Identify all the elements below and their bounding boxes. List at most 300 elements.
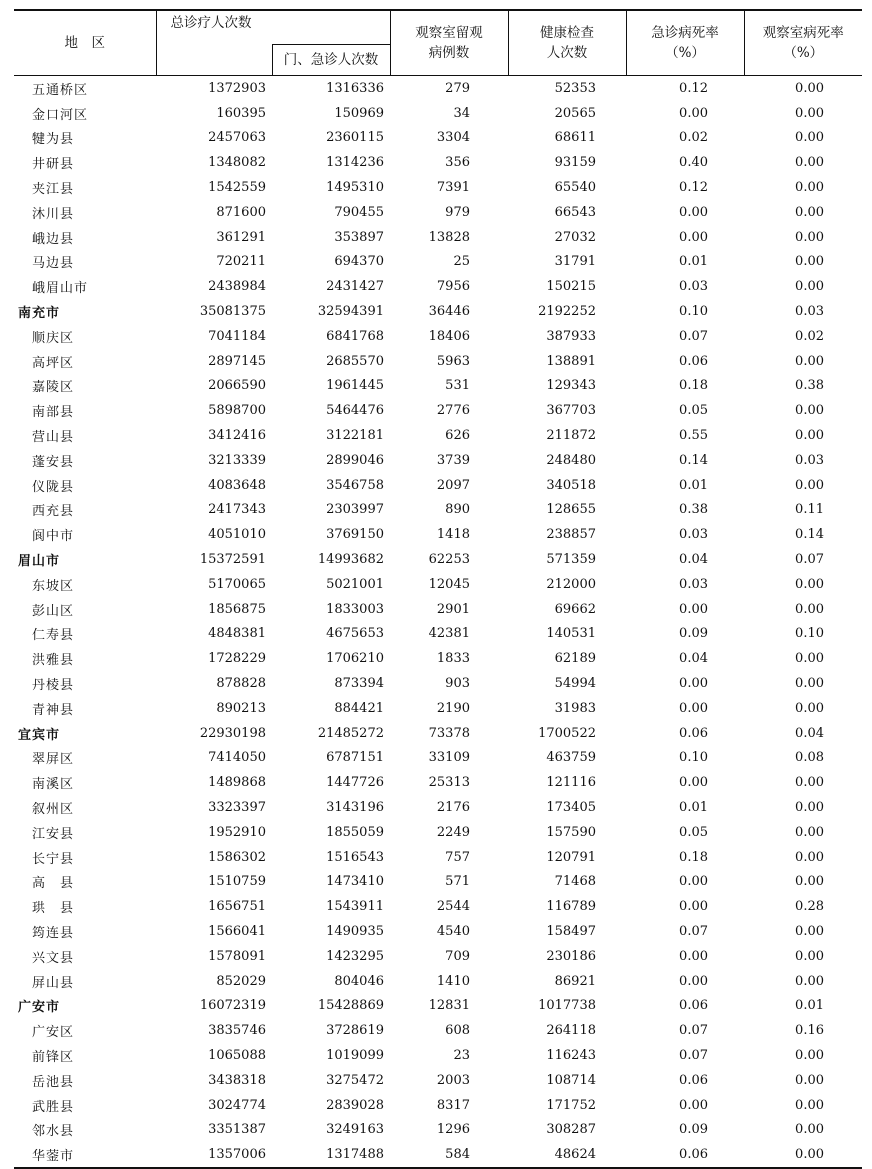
emergency-mortality-cell: 0.06 <box>679 353 708 369</box>
health-checkups-cell: 129343 <box>546 378 596 394</box>
total-visits-cell: 35081375 <box>199 304 266 320</box>
observation-cases-cell: 356 <box>445 155 470 171</box>
region-cell: 沐川县 <box>32 206 75 222</box>
emergency-mortality-cell: 0.00 <box>679 601 708 617</box>
outpatient-emergency-cell: 1317488 <box>272 1142 390 1168</box>
total-visits-cell: 7041184 <box>208 328 266 344</box>
total-visits-cell: 3438318 <box>208 1072 266 1088</box>
outpatient-emergency-cell: 1495310 <box>326 180 384 196</box>
health-checkups-cell: 65540 <box>554 180 596 196</box>
emergency-mortality-cell: 0.00 <box>679 775 708 791</box>
total-visits-cell: 1489868 <box>208 775 266 791</box>
observation-cases-cell: 23 <box>453 1047 470 1063</box>
region-cell: 华蓥市 <box>14 1142 156 1168</box>
outpatient-emergency-cell: 884421 <box>334 700 384 716</box>
region-cell: 屏山县 <box>32 975 75 991</box>
observation-mortality-cell: 0.00 <box>795 180 824 196</box>
region-cell: 兴文县 <box>32 950 75 966</box>
observation-cases-cell: 12831 <box>428 998 470 1014</box>
observation-cases-cell: 3304 <box>436 130 470 146</box>
health-checkups-cell: 2192252 <box>538 304 596 320</box>
header-health-checkups-text: 健康检查 人次数 <box>540 25 594 61</box>
health-checkups-cell: 54994 <box>554 676 596 692</box>
table-row <box>14 746 862 771</box>
table-row <box>14 76 862 101</box>
outpatient-emergency-cell: 694370 <box>334 254 384 270</box>
header-region: 地 区 <box>14 10 156 76</box>
outpatient-emergency-cell: 1706210 <box>326 651 384 667</box>
header-health-checkups <box>508 10 626 76</box>
region-cell: 顺庆区 <box>32 330 75 346</box>
emergency-mortality-cell: 0.09 <box>679 1122 708 1138</box>
observation-cases-cell: 2190 <box>436 700 470 716</box>
observation-cases-cell: 42381 <box>428 626 470 642</box>
observation-cases-cell: 4540 <box>436 923 470 939</box>
table-row <box>14 969 862 994</box>
observation-mortality-cell: 0.00 <box>795 923 824 939</box>
emergency-mortality-cell: 0.06 <box>626 1142 744 1168</box>
region-cell: 犍为县 <box>32 132 75 148</box>
observation-mortality-cell: 0.00 <box>795 204 824 220</box>
observation-cases-cell: 7391 <box>436 180 470 196</box>
outpatient-emergency-cell: 3769150 <box>326 527 384 543</box>
observation-mortality-cell: 0.00 <box>795 948 824 964</box>
total-visits-cell: 1856875 <box>208 601 266 617</box>
city-total-row <box>14 299 862 324</box>
region-cell: 邻水县 <box>32 1124 75 1140</box>
emergency-mortality-cell: 0.05 <box>679 824 708 840</box>
city-total-row <box>14 993 862 1018</box>
total-visits-cell: 22930198 <box>199 725 266 741</box>
observation-mortality-cell: 0.00 <box>795 651 824 667</box>
total-visits-cell: 1065088 <box>208 1047 266 1063</box>
emergency-mortality-cell: 0.00 <box>679 105 708 121</box>
observation-mortality-cell: 0.03 <box>795 304 824 320</box>
emergency-mortality-cell: 0.01 <box>679 477 708 493</box>
observation-cases-cell: 757 <box>445 849 470 865</box>
observation-cases-cell: 1418 <box>436 527 470 543</box>
region-cell: 筠连县 <box>32 925 75 941</box>
health-checkups-cell: 230186 <box>546 948 596 964</box>
table-row <box>14 498 862 523</box>
observation-mortality-cell: 0.00 <box>795 1072 824 1088</box>
outpatient-emergency-cell: 804046 <box>334 973 384 989</box>
health-checkups-cell: 171752 <box>546 1097 596 1113</box>
total-visits-cell: 5898700 <box>208 403 266 419</box>
region-cell: 阆中市 <box>32 529 75 545</box>
total-visits-cell: 871600 <box>216 204 266 220</box>
observation-cases-cell: 626 <box>445 428 470 444</box>
observation-cases-cell: 279 <box>445 80 470 96</box>
table-row <box>14 1117 862 1142</box>
emergency-mortality-cell: 0.06 <box>679 1072 708 1088</box>
observation-cases-cell: 2003 <box>436 1072 470 1088</box>
health-checkups-cell: 86921 <box>554 973 596 989</box>
region-cell: 丹棱县 <box>32 678 75 694</box>
emergency-mortality-cell: 0.07 <box>679 328 708 344</box>
health-checkups-cell: 248480 <box>546 452 596 468</box>
table-row <box>14 919 862 944</box>
outpatient-emergency-cell: 2685570 <box>326 353 384 369</box>
health-checkups-cell: 120791 <box>546 849 596 865</box>
health-checkups-cell: 212000 <box>546 576 596 592</box>
outpatient-emergency-cell: 2431427 <box>326 279 384 295</box>
observation-cases-cell: 13828 <box>428 229 470 245</box>
health-checkups-cell: 387933 <box>546 328 596 344</box>
observation-mortality-cell: 0.00 <box>744 1142 862 1168</box>
observation-cases-cell: 2176 <box>436 800 470 815</box>
emergency-mortality-cell: 0.10 <box>679 750 708 766</box>
region-cell: 营山县 <box>32 430 75 446</box>
emergency-mortality-cell: 0.40 <box>679 155 708 171</box>
region-cell: 仪陇县 <box>32 479 75 495</box>
outpatient-emergency-cell: 32594391 <box>317 304 384 320</box>
outpatient-emergency-cell: 353897 <box>334 229 384 245</box>
emergency-mortality-cell: 0.09 <box>679 626 708 642</box>
health-checkups-cell: 20565 <box>554 105 596 121</box>
region-cell: 长宁县 <box>32 851 75 867</box>
observation-mortality-cell: 0.00 <box>795 576 824 592</box>
observation-mortality-cell: 0.00 <box>795 353 824 369</box>
total-visits-cell: 1728229 <box>208 651 266 667</box>
outpatient-emergency-cell: 150969 <box>334 105 384 121</box>
table-row <box>14 572 862 597</box>
observation-mortality-cell: 0.14 <box>795 527 824 543</box>
total-visits-cell: 5170065 <box>208 576 266 592</box>
table-row <box>14 324 862 349</box>
observation-mortality-cell: 0.00 <box>795 229 824 245</box>
observation-cases-cell: 1410 <box>436 973 470 989</box>
table-row <box>14 448 862 473</box>
emergency-mortality-cell: 0.00 <box>679 700 708 716</box>
total-visits-cell: 2066590 <box>208 378 266 394</box>
health-checkups-cell: 108714 <box>546 1072 596 1088</box>
emergency-mortality-cell: 0.10 <box>679 304 708 320</box>
region-cell: 夹江县 <box>32 182 75 198</box>
emergency-mortality-cell: 0.00 <box>679 948 708 964</box>
emergency-mortality-cell: 0.00 <box>679 204 708 220</box>
region-cell: 广安市 <box>18 1000 61 1016</box>
observation-mortality-cell: 0.02 <box>795 328 824 344</box>
emergency-mortality-cell: 0.03 <box>679 279 708 295</box>
observation-mortality-cell: 0.00 <box>795 1097 824 1113</box>
total-visits-cell: 2457063 <box>208 130 266 146</box>
observation-cases-cell: 2249 <box>436 824 470 840</box>
table-row <box>14 473 862 498</box>
region-cell: 南部县 <box>32 405 75 421</box>
table-row <box>14 1018 862 1043</box>
region-cell: 岳池县 <box>32 1074 75 1090</box>
table-row <box>14 522 862 547</box>
health-checkups-cell: 367703 <box>546 403 596 419</box>
observation-mortality-cell: 0.00 <box>795 1047 824 1063</box>
outpatient-emergency-cell: 2360115 <box>326 130 384 146</box>
table-row <box>14 1142 862 1168</box>
emergency-mortality-cell: 0.12 <box>679 180 708 196</box>
header-total-spacer <box>156 45 272 76</box>
observation-cases-cell: 8317 <box>436 1097 470 1113</box>
health-checkups-cell: 463759 <box>546 750 596 766</box>
emergency-mortality-cell: 0.18 <box>679 378 708 394</box>
observation-cases-cell: 903 <box>445 676 470 692</box>
total-visits-cell: 1566041 <box>208 923 266 939</box>
observation-mortality-cell: 0.00 <box>795 973 824 989</box>
region-cell: 高坪区 <box>32 355 75 371</box>
outpatient-emergency-cell: 1019099 <box>326 1047 384 1063</box>
header-observation-mortality-text: 观察室病死率 （%） <box>762 25 844 61</box>
emergency-mortality-cell: 0.00 <box>679 973 708 989</box>
table-row <box>14 101 862 126</box>
outpatient-emergency-cell: 15428869 <box>317 998 384 1014</box>
region-cell: 青神县 <box>32 702 75 718</box>
observation-cases-cell: 25 <box>453 254 470 270</box>
health-checkups-cell: 69662 <box>554 601 596 617</box>
table-row <box>14 349 862 374</box>
outpatient-emergency-cell: 1543911 <box>326 899 384 915</box>
table-row <box>14 250 862 275</box>
region-cell: 五通桥区 <box>32 82 89 98</box>
region-cell: 眉山市 <box>18 554 61 570</box>
total-visits-cell: 7414050 <box>208 750 266 766</box>
city-total-row <box>14 547 862 572</box>
observation-mortality-cell: 0.00 <box>795 601 824 617</box>
observation-cases-cell: 531 <box>445 378 470 394</box>
table-row <box>14 894 862 919</box>
total-visits-cell: 361291 <box>216 229 266 245</box>
observation-mortality-cell: 0.01 <box>795 998 824 1014</box>
emergency-mortality-cell: 0.00 <box>679 899 708 915</box>
health-checkups-cell: 211872 <box>546 428 596 444</box>
outpatient-emergency-cell: 1316336 <box>326 80 384 96</box>
region-cell: 马边县 <box>32 256 75 272</box>
observation-mortality-cell: 0.00 <box>795 80 824 96</box>
emergency-mortality-cell: 0.03 <box>679 576 708 592</box>
table-row <box>14 274 862 299</box>
total-visits-cell: 890213 <box>216 700 266 716</box>
total-visits-cell: 1656751 <box>208 899 266 915</box>
health-checkups-cell: 52353 <box>554 80 596 96</box>
region-cell: 叙州区 <box>32 802 75 817</box>
total-visits-cell: 3213339 <box>208 452 266 468</box>
total-visits-cell: 4848381 <box>208 626 266 642</box>
emergency-mortality-cell: 0.18 <box>679 849 708 865</box>
table-row <box>14 225 862 250</box>
outpatient-emergency-cell: 6841768 <box>326 328 384 344</box>
observation-cases-cell: 2097 <box>436 477 470 493</box>
observation-cases-cell: 25313 <box>428 775 470 791</box>
observation-cases-cell: 571 <box>445 874 470 890</box>
total-visits-cell: 3835746 <box>208 1023 266 1039</box>
header-observation-cases <box>390 10 508 76</box>
table-row <box>14 845 862 870</box>
region-cell: 翠屏区 <box>32 752 75 768</box>
table-row <box>14 646 862 671</box>
health-checkups-cell: 571359 <box>546 552 596 568</box>
table-row <box>14 423 862 448</box>
outpatient-emergency-cell: 1833003 <box>326 601 384 617</box>
observation-cases-cell: 1296 <box>436 1122 470 1138</box>
health-checkups-cell: 71468 <box>554 874 596 890</box>
observation-cases-cell: 18406 <box>428 328 470 344</box>
health-checkups-cell: 62189 <box>554 651 596 667</box>
emergency-mortality-cell: 0.14 <box>679 452 708 468</box>
table-row <box>14 597 862 622</box>
outpatient-emergency-cell: 3728619 <box>326 1023 384 1039</box>
table-row <box>14 398 862 423</box>
observation-cases-cell: 2901 <box>436 601 470 617</box>
observation-mortality-cell: 0.08 <box>795 750 824 766</box>
health-checkups-cell: 157590 <box>546 824 596 840</box>
region-cell: 宜宾市 <box>18 727 61 743</box>
observation-cases-cell: 36446 <box>428 304 470 320</box>
table-row <box>14 200 862 225</box>
emergency-mortality-cell: 0.04 <box>679 651 708 667</box>
outpatient-emergency-cell: 14993682 <box>317 552 384 568</box>
health-checkups-cell: 116789 <box>546 899 596 915</box>
observation-cases-cell: 7956 <box>436 279 470 295</box>
observation-mortality-cell: 0.00 <box>795 254 824 270</box>
total-visits-cell: 2438984 <box>208 279 266 295</box>
table-row <box>14 870 862 895</box>
health-checkups-cell: 93159 <box>554 155 596 171</box>
table-row <box>14 622 862 647</box>
total-visits-cell: 720211 <box>216 254 266 270</box>
observation-mortality-cell: 0.00 <box>795 155 824 171</box>
outpatient-emergency-cell: 1447726 <box>326 775 384 791</box>
observation-mortality-cell: 0.00 <box>795 676 824 692</box>
table-body <box>14 76 862 1169</box>
observation-mortality-cell: 0.00 <box>795 477 824 493</box>
emergency-mortality-cell: 0.12 <box>679 80 708 96</box>
header-emergency-mortality <box>626 10 744 76</box>
observation-mortality-cell: 0.10 <box>795 626 824 642</box>
observation-mortality-cell: 0.16 <box>795 1023 824 1039</box>
outpatient-emergency-cell: 2899046 <box>326 452 384 468</box>
emergency-mortality-cell: 0.38 <box>679 502 708 518</box>
table-row <box>14 150 862 175</box>
region-cell: 江安县 <box>32 826 75 842</box>
observation-cases-cell: 890 <box>445 502 470 518</box>
total-visits-cell: 1952910 <box>208 824 266 840</box>
outpatient-emergency-cell: 3546758 <box>326 477 384 493</box>
health-checkups-cell: 308287 <box>546 1122 596 1138</box>
outpatient-emergency-cell: 1473410 <box>326 874 384 890</box>
region-cell: 洪雅县 <box>32 653 75 669</box>
total-visits-cell: 1578091 <box>208 948 266 964</box>
emergency-mortality-cell: 0.01 <box>679 800 708 815</box>
region-cell: 珙 县 <box>32 901 75 917</box>
total-visits-cell: 1372903 <box>208 80 266 96</box>
region-cell: 嘉陵区 <box>32 380 75 396</box>
health-checkups-cell: 150215 <box>546 279 596 295</box>
observation-mortality-cell: 0.11 <box>795 502 824 518</box>
observation-cases-cell: 34 <box>453 105 470 121</box>
observation-mortality-cell: 0.00 <box>795 700 824 716</box>
health-checkups-cell: 68611 <box>554 130 596 146</box>
region-cell: 彭山区 <box>32 603 75 619</box>
emergency-mortality-cell: 0.00 <box>679 229 708 245</box>
health-checkups-cell: 140531 <box>546 626 596 642</box>
observation-mortality-cell: 0.00 <box>795 279 824 295</box>
outpatient-emergency-cell: 1855059 <box>326 824 384 840</box>
health-checkups-cell: 116243 <box>546 1047 596 1063</box>
observation-mortality-cell: 0.00 <box>795 874 824 890</box>
observation-mortality-cell: 0.00 <box>795 130 824 146</box>
health-checkups-cell: 27032 <box>554 229 596 245</box>
table-row <box>14 126 862 151</box>
emergency-mortality-cell: 0.01 <box>679 254 708 270</box>
total-visits-cell: 852029 <box>216 973 266 989</box>
region-cell: 西充县 <box>32 504 75 520</box>
total-visits-cell: 16072319 <box>199 998 266 1014</box>
region-cell: 武胜县 <box>32 1099 75 1115</box>
observation-cases-cell: 73378 <box>428 725 470 741</box>
outpatient-emergency-cell: 3249163 <box>326 1122 384 1138</box>
emergency-mortality-cell: 0.07 <box>679 923 708 939</box>
region-cell: 南溪区 <box>32 777 75 793</box>
total-visits-cell: 4083648 <box>208 477 266 493</box>
health-checkups-cell: 1017738 <box>538 998 596 1014</box>
city-total-row <box>14 721 862 746</box>
emergency-mortality-cell: 0.55 <box>679 428 708 444</box>
observation-mortality-cell: 0.00 <box>795 1122 824 1138</box>
observation-cases-cell: 584 <box>390 1142 508 1168</box>
health-checkups-cell: 1700522 <box>538 725 596 741</box>
observation-cases-cell: 979 <box>445 204 470 220</box>
total-visits-cell: 1510759 <box>208 874 266 890</box>
outpatient-emergency-cell: 1423295 <box>326 948 384 964</box>
emergency-mortality-cell: 0.07 <box>679 1047 708 1063</box>
observation-mortality-cell: 0.28 <box>795 899 824 915</box>
emergency-mortality-cell: 0.05 <box>679 403 708 419</box>
table-row <box>14 696 862 721</box>
total-visits-cell: 1586302 <box>208 849 266 865</box>
region-cell: 蓬安县 <box>32 454 75 470</box>
table-header <box>14 10 862 76</box>
total-visits-cell: 3351387 <box>208 1122 266 1138</box>
emergency-mortality-cell: 0.06 <box>679 998 708 1014</box>
observation-cases-cell: 33109 <box>428 750 470 766</box>
health-checkups-cell: 48624 <box>508 1142 626 1168</box>
emergency-mortality-cell: 0.00 <box>679 874 708 890</box>
total-visits-cell: 15372591 <box>199 552 266 568</box>
observation-mortality-cell: 0.03 <box>795 452 824 468</box>
outpatient-emergency-cell: 3122181 <box>326 428 384 444</box>
outpatient-emergency-cell: 1961445 <box>326 378 384 394</box>
table-row <box>14 1093 862 1118</box>
region-cell: 南充市 <box>18 306 61 322</box>
outpatient-emergency-cell: 3275472 <box>326 1072 384 1088</box>
observation-cases-cell: 1833 <box>436 651 470 667</box>
health-checkups-cell: 121116 <box>546 775 596 791</box>
outpatient-emergency-cell: 1516543 <box>326 849 384 865</box>
health-checkups-cell: 66543 <box>554 204 596 220</box>
total-visits-cell: 2897145 <box>208 353 266 369</box>
table-row <box>14 795 862 820</box>
health-checkups-cell: 264118 <box>546 1023 596 1039</box>
table-row <box>14 1043 862 1068</box>
table-row <box>14 820 862 845</box>
table-row <box>14 770 862 795</box>
header-observation-mortality <box>744 10 862 76</box>
observation-cases-cell: 608 <box>445 1023 470 1039</box>
health-checkups-cell: 173405 <box>546 800 596 815</box>
health-checkups-cell: 238857 <box>546 527 596 543</box>
observation-cases-cell: 3739 <box>436 452 470 468</box>
total-visits-cell: 160395 <box>216 105 266 121</box>
emergency-mortality-cell: 0.00 <box>679 676 708 692</box>
observation-mortality-cell: 0.38 <box>795 378 824 394</box>
